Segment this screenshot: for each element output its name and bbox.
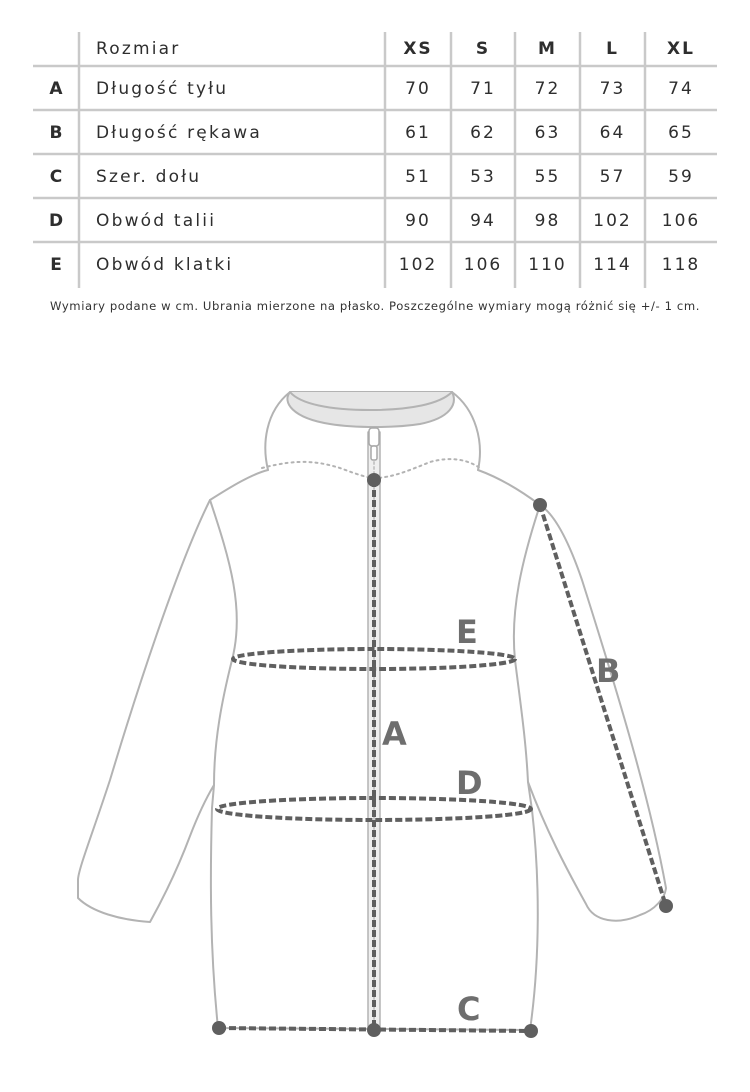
label-a: A bbox=[382, 715, 407, 753]
row-label: Długość tyłu bbox=[96, 79, 229, 99]
value-xl: 74 bbox=[668, 79, 694, 99]
table-row bbox=[33, 243, 717, 287]
value-l: 64 bbox=[599, 123, 626, 143]
value-xs: 70 bbox=[405, 79, 431, 99]
row-label: Długość rękawa bbox=[96, 123, 263, 143]
label-c: C bbox=[457, 990, 481, 1028]
row-label: Obwód talii bbox=[96, 211, 217, 231]
value-xs: 61 bbox=[405, 123, 431, 143]
jacket-diagram bbox=[0, 360, 750, 1060]
table-row bbox=[33, 111, 717, 155]
value-xs: 90 bbox=[405, 211, 431, 231]
row-letter: B bbox=[49, 123, 63, 143]
value-s: 53 bbox=[470, 167, 496, 187]
measure-endpoints bbox=[212, 473, 673, 1038]
row-letter: A bbox=[49, 79, 63, 99]
table-row bbox=[33, 67, 717, 111]
value-xs: 102 bbox=[398, 255, 438, 275]
table-header-row bbox=[33, 27, 717, 71]
value-m: 72 bbox=[534, 79, 561, 99]
value-s: 62 bbox=[470, 123, 496, 143]
label-e: E bbox=[456, 613, 478, 651]
row-label: Szer. dołu bbox=[96, 167, 202, 187]
value-m: 55 bbox=[534, 167, 561, 187]
measurement-note: Wymiary podane w cm. Ubrania mierzone na płasko. Poszczególne wymiary mogą różnić się +/- 1 cm. bbox=[49, 299, 701, 313]
value-xl: 59 bbox=[668, 167, 694, 187]
row-label: Obwód klatki bbox=[96, 255, 234, 275]
value-s: 94 bbox=[470, 211, 496, 231]
size-table bbox=[33, 32, 717, 288]
row-letter: C bbox=[49, 167, 63, 187]
size-xl: XL bbox=[667, 39, 695, 59]
value-s: 106 bbox=[463, 255, 503, 275]
measurement-lines bbox=[217, 480, 666, 1031]
size-l: L bbox=[606, 39, 619, 59]
value-l: 102 bbox=[593, 211, 632, 231]
row-letter: D bbox=[48, 211, 64, 231]
value-m: 110 bbox=[528, 255, 567, 275]
label-d: D bbox=[456, 764, 483, 802]
value-l: 57 bbox=[599, 167, 626, 187]
size-s: S bbox=[475, 39, 491, 59]
size-m: M bbox=[538, 39, 557, 59]
value-xl: 106 bbox=[661, 211, 701, 231]
value-xl: 65 bbox=[668, 123, 694, 143]
value-xs: 51 bbox=[405, 167, 431, 187]
header-label: Rozmiar bbox=[96, 39, 181, 59]
value-l: 114 bbox=[593, 255, 632, 275]
label-b: B bbox=[596, 652, 621, 690]
value-l: 73 bbox=[599, 79, 626, 99]
value-s: 71 bbox=[470, 79, 496, 99]
size-xs: XS bbox=[403, 39, 433, 59]
value-m: 63 bbox=[534, 123, 561, 143]
row-letter: E bbox=[50, 255, 62, 275]
value-xl: 118 bbox=[661, 255, 701, 275]
table-row bbox=[33, 199, 717, 243]
measure-line-b bbox=[540, 505, 666, 906]
table-row bbox=[33, 155, 717, 199]
value-m: 98 bbox=[534, 211, 561, 231]
